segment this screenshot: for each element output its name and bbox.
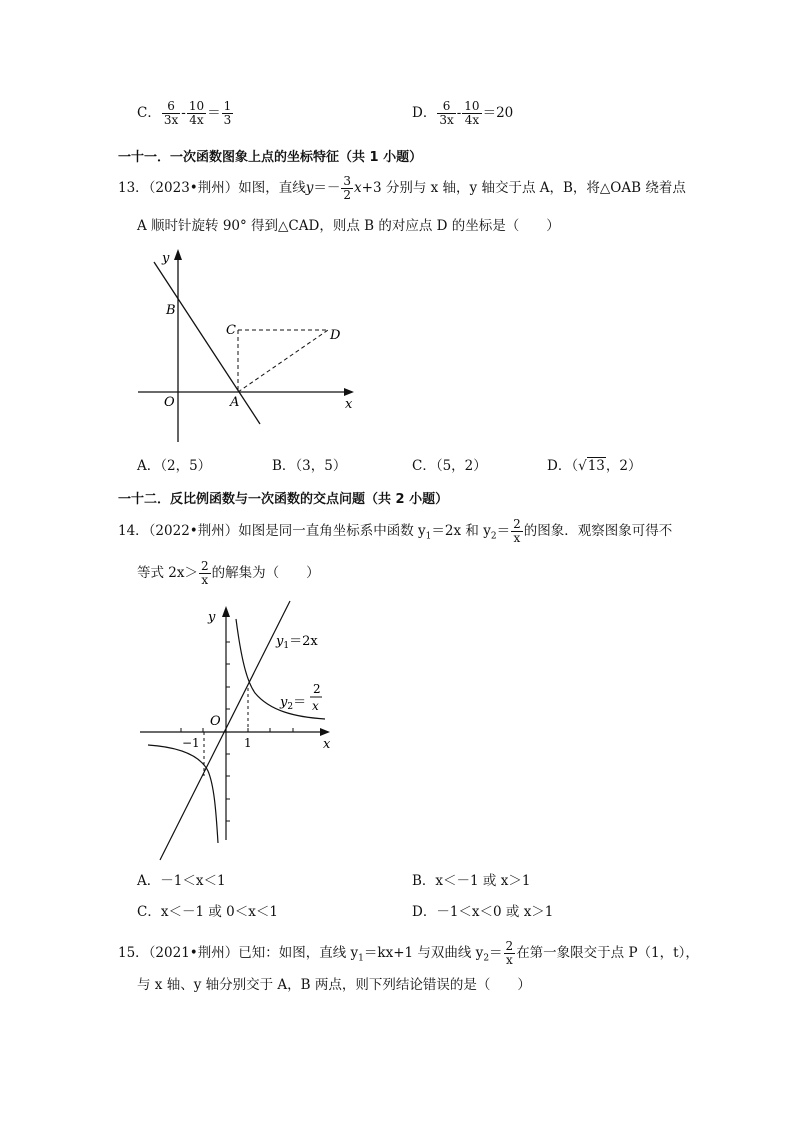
segment-ad xyxy=(238,330,328,392)
fraction: $\frac{2}{x}$ xyxy=(505,939,514,967)
fraction: $\frac{6}{3x}$ xyxy=(163,99,179,127)
q15-line1: 15．（2021•荆州）已知：如图，直线 $y_1=kx+1$ 与双曲线 $y_2=$ $\frac{2}{x}$ 在第一象限交于点 P（1，t）， xyxy=(118,939,699,967)
q14-option-c: C．x＜－1 或 0＜x＜1 xyxy=(137,904,278,920)
hyperbola-branch-2 xyxy=(148,745,218,843)
c-label: C xyxy=(226,323,236,338)
q13-line2: A 顺时针旋转 90° 得到△CAD，则点 B 的对应点 D 的坐标是（ ） xyxy=(137,218,560,234)
q13-option-b: B．（3，5） xyxy=(272,458,347,474)
fraction: $\frac{10}{4x}$ xyxy=(464,99,480,127)
fraction: $\frac{3}{2}$ xyxy=(343,174,352,202)
q13-line1: 13．（2023•荆州）如图，直线y＝－ $\frac{3}{2}$ x+3 分别与 x 轴，y 轴交于点 A，B，将△OAB 绕着点 xyxy=(118,174,686,202)
q14-option-a: A．－1＜x＜1 xyxy=(137,873,226,889)
fraction: $\frac{2}{x}$ xyxy=(201,559,209,587)
x-axis-arrow xyxy=(320,728,330,736)
q13-option-d: D．（√13，2） xyxy=(547,458,642,474)
y1-label: $y_1=2x$ xyxy=(276,634,318,651)
option-label: D． xyxy=(412,105,437,121)
y2-frac-den: x xyxy=(312,699,319,713)
q14-option-d: D．－1＜x＜0 或 x＞1 xyxy=(412,904,554,920)
o-label: O xyxy=(210,714,221,729)
q13-option-a: A．（2，5） xyxy=(137,458,212,474)
q12-option-c: C． $\frac{6}{3x}$ - $\frac{10}{4x}$ ＝ $\frac{1}{3}$ xyxy=(137,99,232,127)
section-11-heading: 一十一．一次函数图象上点的坐标特征（共 1 小题） xyxy=(118,150,423,165)
section-12-heading: 一十二．反比例函数与一次函数的交点问题（共 2 小题） xyxy=(118,492,449,507)
pos-one-label: 1 xyxy=(244,736,252,750)
option-label: C． xyxy=(137,105,161,121)
x-label: x xyxy=(345,397,353,412)
x-axis-arrow xyxy=(344,388,354,396)
b-label: B xyxy=(166,303,176,318)
fraction: $\frac{2}{x}$ xyxy=(513,517,521,545)
q14-line2: 等式 2x＞ $\frac{2}{x}$ 的解集为（ ） xyxy=(137,559,320,587)
q14-figure xyxy=(130,595,350,865)
q12-option-d: D． $\frac{6}{3x}$ - $\frac{10}{4x}$ ＝20 xyxy=(412,99,514,127)
q14-line1: 14．（2022•荆州）如图是同一直角坐标系中函数 $y_1=2x$ 和 $y_2=$ $\frac{2}{x}$ 的图象．观察图象可得不 xyxy=(118,517,673,545)
q15-line2: 与 x 轴、y 轴分别交于 A，B 两点，则下列结论错误的是（ ） xyxy=(137,977,531,993)
q13-option-c: C．（5，2） xyxy=(412,458,487,474)
y2-label: $y_2=$ xyxy=(280,695,307,712)
y-axis-arrow xyxy=(174,249,182,260)
fraction: $\frac{10}{4x}$ xyxy=(188,99,205,127)
y-label: y xyxy=(162,251,170,266)
y-axis-arrow xyxy=(222,606,230,617)
a-label: A xyxy=(230,395,240,410)
y2-frac-num: 2 xyxy=(313,682,321,696)
q14-option-b: B．x＜－1 或 x＞1 xyxy=(412,873,531,889)
fraction: $\frac{1}{3}$ xyxy=(223,99,232,127)
x-label: x xyxy=(323,737,331,752)
fraction: $\frac{6}{3x}$ xyxy=(439,99,454,127)
q13-figure xyxy=(130,240,370,450)
y-label: y xyxy=(208,610,216,625)
d-label: D xyxy=(330,328,341,343)
neg-one-label: −1 xyxy=(182,736,200,750)
o-label: O xyxy=(164,395,175,410)
